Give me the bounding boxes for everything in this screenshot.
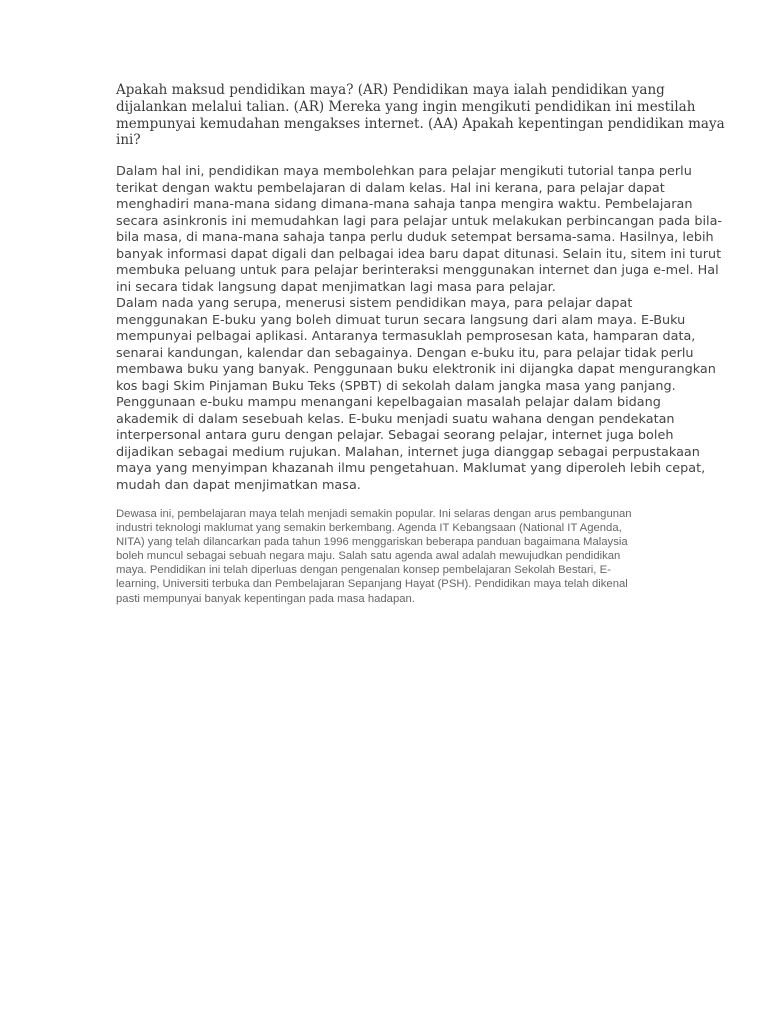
text-line: pasti mempunyai banyak kepentingan pada masa hadapan. xyxy=(116,592,415,605)
paragraph-question xyxy=(116,82,756,149)
text-line: maya. Pendidikan ini telah diperluas dengan pengenalan konsep pembelajaran Sekolah Bestari, E- xyxy=(116,564,611,577)
text-line: ini? xyxy=(116,132,141,149)
text-line: mempunyai pelbagai aplikasi. Antaranya termasuklah pemprosesan kata, hamparan data, xyxy=(116,329,696,344)
text-line: interpersonal antara guru dengan pelajar. Sebagai seorang pelajar, internet juga boleh xyxy=(116,428,674,443)
text-line: secara asinkronis ini memudahkan lagi para pelajar untuk melakukan perbincangan pada bila- xyxy=(116,213,723,229)
text-line: ini secara tidak langsung dapat menjimatkan lagi masa para pelajar. xyxy=(116,279,556,295)
text-line: dijalankan melalui talian. (AR) Mereka yang ingin mengikuti pendidikan ini mestilah xyxy=(116,98,696,115)
text-line: Apakah maksud pendidikan maya? (AR) Pendidikan maya ialah pendidikan yang xyxy=(116,82,665,98)
text-line: dijadikan sebagai medium rujukan. Malahan, internet juga dianggap sebagai perpustakaan xyxy=(116,444,700,460)
text-line: menggunakan E-buku yang boleh dimuat turun secara langsung dari alam maya. E-Buku xyxy=(116,312,686,328)
text-line: learning, Universiti terbuka dan Pembelajaran Sepanjang Hayat (PSH). Pendidikan maya telah dikenal xyxy=(116,578,628,591)
text-line: membawa buku yang banyak. Penggunaan buku elektronik ini dijangka dapat mengurangkan xyxy=(116,362,716,377)
text-line: Dalam nada yang serupa, menerusi sistem pendidikan maya, para pelajar dapat xyxy=(116,296,633,311)
text-line: senarai kandungan, kalendar dan sebagainya. Dengan e-buku itu, para pelajar tidak perlu xyxy=(116,345,694,361)
paragraph-body xyxy=(116,164,756,494)
text-line: banyak informasi dapat digali dan pelbagai idea baru dapat ditunasi. Selain itu, sitem ini turut xyxy=(116,246,722,262)
text-line: mudah dan dapat menjimatkan masa. xyxy=(116,477,361,493)
text-line: bila masa, di mana-mana sahaja tanpa perlu duduk setempat bersama-sama. Hasilnya, lebih xyxy=(116,230,714,245)
paragraph-intro xyxy=(116,507,756,606)
text-line: mempunyai kemudahan mengakses internet. (AA) Apakah kepentingan pendidikan maya xyxy=(116,115,725,132)
text-line: boleh muncul sebagai sebuah negara maju. Salah satu agenda awal adalah mewujudkan pendidikan xyxy=(116,550,621,563)
text-line: kos bagi Skim Pinjaman Buku Teks (SPBT) di sekolah dalam jangka masa yang panjang. xyxy=(116,378,676,394)
text-line: industri teknologi maklumat yang semakin berkembang. Agenda IT Kebangsaan (National IT Agenda, xyxy=(116,522,622,535)
text-line: maya yang menyimpan khazanah ilmu pengetahuan. Maklumat yang diperoleh lebih cepat, xyxy=(116,461,706,476)
text-line: Dewasa ini, pembelajaran maya telah menjadi semakin popular. Ini selaras dengan arus pembangunan xyxy=(116,508,632,520)
text-line: membuka peluang untuk para pelajar berinteraksi menggunakan internet dan juga e-mel. Hal xyxy=(116,263,719,278)
text-line: Dalam hal ini, pendidikan maya membolehkan para pelajar mengikuti tutorial tanpa perlu xyxy=(116,164,692,179)
text-line: Penggunaan e-buku mampu menangani kepelbagaian masalah pelajar dalam bidang xyxy=(116,395,661,410)
text-line: terikat dengan waktu pembelajaran di dalam kelas. Hal ini kerana, para pelajar dapat xyxy=(116,180,665,196)
text-line: akademik di dalam sesebuah kelas. E-buku menjadi suatu wahana dengan pendekatan xyxy=(116,411,675,427)
text-line: menghadiri mana-mana sidang dimana-mana sahaja tanpa mengira waktu. Pembelajaran xyxy=(116,197,693,212)
text-line: NITA) yang telah dilancarkan pada tahun 1996 menggariskan beberapa panduan bagaimana Malaysia xyxy=(116,536,628,549)
